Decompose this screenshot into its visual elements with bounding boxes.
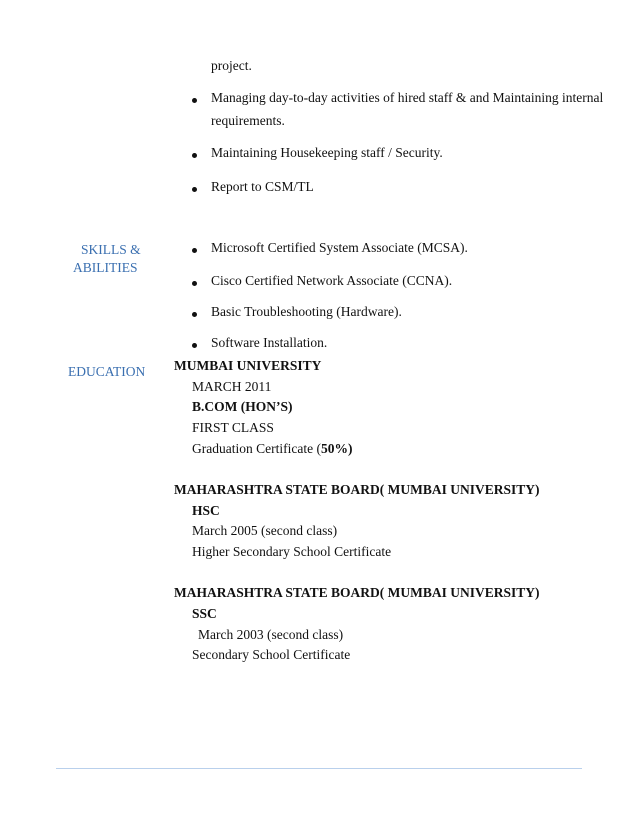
- education-date: March 2005 (second class): [192, 523, 338, 538]
- skill-item-3: Basic Troubleshooting (Hardware).: [211, 304, 402, 319]
- bullet-marker: [192, 153, 197, 158]
- education-date: March 2003 (second class): [198, 627, 344, 642]
- bullet-marker: [192, 312, 197, 317]
- education-degree: B.COM (HON’S): [192, 399, 293, 414]
- skill-item-2: Cisco Certified Network Associate (CCNA).: [211, 273, 453, 288]
- education-degree: SSC: [192, 606, 217, 621]
- bullet-marker: [192, 281, 197, 286]
- experience-bullet-3: Report to CSM/TL: [211, 179, 314, 194]
- skill-item-1: Microsoft Certified System Associate (MCSA).: [211, 240, 468, 255]
- education-result: FIRST CLASS: [192, 420, 274, 435]
- education-certificate: [192, 441, 352, 457]
- bullet-marker: [192, 187, 197, 192]
- experience-continuation: project.: [211, 58, 252, 73]
- footer-divider: [56, 768, 582, 769]
- bullet-marker: [192, 248, 197, 253]
- skills-heading-line2: ABILITIES: [73, 260, 138, 275]
- experience-bullet-1-line2: requirements.: [211, 113, 285, 128]
- education-certificate: Higher Secondary School Certificate: [192, 544, 392, 559]
- education-date: MARCH 2011: [192, 379, 272, 394]
- education-institution: MAHARASHTRA STATE BOARD( MUMBAI UNIVERSITY): [174, 482, 540, 497]
- experience-bullet-2: Maintaining Housekeeping staff / Security.: [211, 145, 443, 160]
- certificate-score: 50%): [320, 441, 353, 456]
- skills-heading-line1: SKILLS &: [81, 242, 141, 257]
- education-institution: MUMBAI UNIVERSITY: [174, 358, 322, 373]
- certificate-label: Graduation Certificate (: [192, 441, 321, 456]
- education-heading: EDUCATION: [68, 364, 146, 379]
- education-institution: MAHARASHTRA STATE BOARD( MUMBAI UNIVERSITY): [174, 585, 540, 600]
- education-certificate: Secondary School Certificate: [192, 647, 351, 662]
- skill-item-4: Software Installation.: [211, 335, 328, 350]
- bullet-marker: [192, 343, 197, 348]
- experience-bullet-1-line1: Managing day-to-day activities of hired staff & and Maintaining internal: [211, 90, 604, 105]
- bullet-marker: [192, 98, 197, 103]
- education-degree: HSC: [192, 503, 220, 518]
